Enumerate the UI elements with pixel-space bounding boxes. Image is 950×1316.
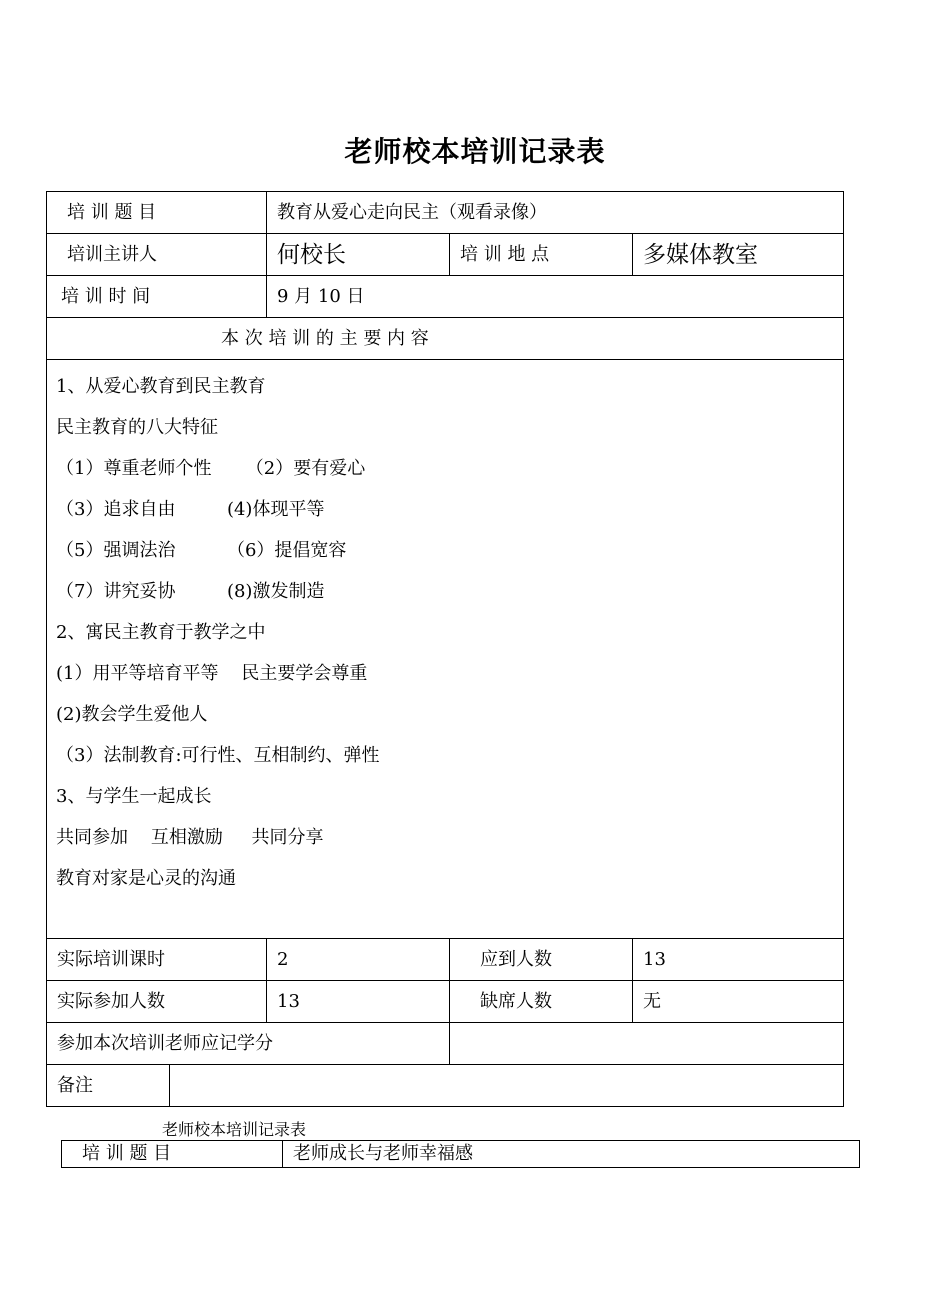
page-title: 老师校本培训记录表 [344,135,606,168]
content-line: （5）强调法治 （6）提倡宽容 [56,540,347,561]
place-label: 培 训 地 点 [449,233,633,276]
content-line: 2、寓民主教育于教学之中 [56,622,266,643]
hours-value: 2 [266,938,450,981]
remarks-value [169,1064,844,1107]
second-topic-value: 老师成长与老师幸福感 [282,1140,860,1168]
content-line: （3）法制教育:可行性、互相制约、弹性 [56,745,380,766]
content-line: 共同参加 互相激励 共同分享 [56,827,324,848]
content-line: （1）尊重老师个性 （2）要有爱心 [56,458,366,479]
speaker-value: 何校长 [266,233,450,276]
hours-label: 实际培训课时 [46,938,267,981]
attended-label: 实际参加人数 [46,980,267,1023]
second-form-caption: 老师校本培训记录表 [162,1120,307,1139]
time-label: 培 训 时 间 [46,275,267,318]
content-line: 教育对家是心灵的沟通 [56,868,236,889]
content-line: 1、从爱心教育到民主教育 [56,376,266,397]
topic-value: 教育从爱心走向民主（观看录像） [266,191,844,234]
content-line: 民主教育的八大特征 [56,417,218,438]
content-header: 本 次 培 训 的 主 要 内 容 [46,317,844,360]
content-line: （7）讲究妥协 (8)激发制造 [56,581,325,602]
content-line: (2)教会学生爱他人 [56,704,208,725]
content-line: (1）用平等培育平等 民主要学会尊重 [56,663,368,684]
remarks-label: 备注 [46,1064,170,1107]
main-content [46,359,844,939]
expected-value: 13 [632,938,844,981]
content-line: （3）追求自由 (4)体现平等 [56,499,325,520]
second-topic-label: 培 训 题 目 [61,1140,283,1168]
absent-label: 缺席人数 [449,980,633,1023]
topic-label: 培 训 题 目 [46,191,267,234]
speaker-label: 培训主讲人 [46,233,267,276]
content-line: 3、与学生一起成长 [56,786,212,807]
credit-label: 参加本次培训老师应记学分 [46,1022,450,1065]
absent-value: 无 [632,980,844,1023]
place-value: 多媒体教室 [632,233,844,276]
expected-label: 应到人数 [449,938,633,981]
time-value: 9 月 10 日 [266,275,844,318]
credit-value [449,1022,844,1065]
attended-value: 13 [266,980,450,1023]
